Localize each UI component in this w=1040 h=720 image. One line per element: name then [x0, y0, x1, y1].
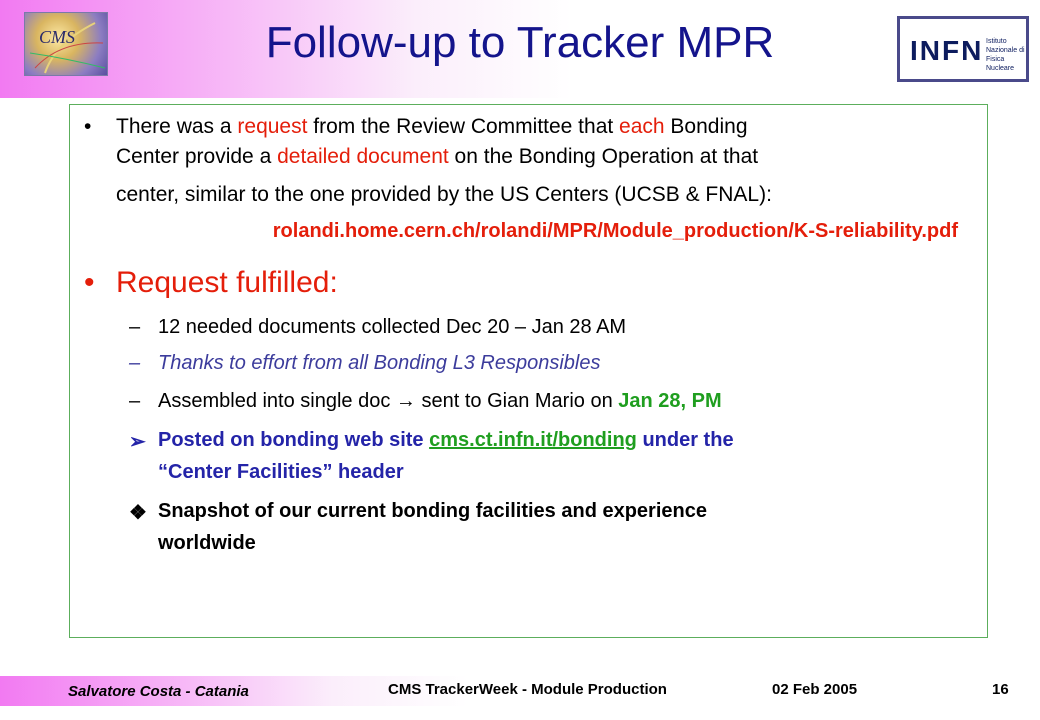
date-highlight: Jan 28, PM: [618, 390, 722, 412]
subitem-text: [158, 429, 734, 452]
diamond-bullet-icon: ❖: [129, 502, 147, 524]
bullet-request-line-2: [116, 145, 758, 169]
bonding-site-link[interactable]: cms.ct.infn.it/bonding: [429, 429, 637, 451]
subitem-text: Thanks to effort from all Bonding L3 Responsibles: [158, 352, 601, 374]
slide-title: Follow-up to Tracker MPR: [265, 18, 775, 67]
dash-marker: –: [129, 352, 141, 374]
reliability-pdf-link[interactable]: rolandi.home.cern.ch/rolandi/MPR/Module_production/K-S-reliability.pdf: [272, 220, 958, 242]
subitem-text-line-2: worldwide: [158, 532, 256, 554]
subitem-text-line-2: “Center Facilities” header: [158, 461, 404, 483]
highlight-request: request: [237, 115, 308, 138]
text-segment: There was a: [116, 115, 238, 138]
bullet-marker: •: [84, 266, 95, 299]
dash-marker: –: [129, 316, 141, 338]
arrow-right-icon: →: [395, 390, 416, 412]
footer-event: CMS TrackerWeek - Module Production: [388, 681, 667, 698]
request-fulfilled-heading: Request fulfilled:: [116, 266, 338, 299]
bullet-marker: •: [84, 115, 92, 138]
dash-marker: –: [129, 390, 141, 412]
text-segment: sent to Gian Mario on: [415, 390, 619, 412]
text-segment: under the: [636, 429, 734, 451]
text-segment: Posted on bonding web site: [158, 429, 430, 451]
page-number: 16: [992, 681, 1009, 698]
text-segment: from the Review Committee that: [307, 115, 620, 138]
text-segment: Bonding: [664, 115, 748, 138]
footer-date: 02 Feb 2005: [772, 681, 858, 698]
subitem-text: 12 needed documents collected Dec 20 – Jan 28 AM: [158, 316, 627, 338]
infn-logo: [897, 16, 1029, 82]
arrowhead-bullet-icon: ➢: [129, 431, 146, 453]
highlight-each: each: [619, 115, 665, 138]
text-segment: Center provide a: [116, 145, 278, 168]
bullet-request-line-3: center, similar to the one provided by the US Centers (UCSB & FNAL):: [116, 183, 772, 206]
text-segment: on the Bonding Operation at that: [448, 145, 759, 168]
bullet-request-line-1: [116, 115, 748, 139]
subitem-text: Snapshot of our current bonding facilities and experience: [158, 500, 707, 522]
subitem-text: [158, 390, 722, 413]
cms-logo-text: CMS: [39, 27, 75, 47]
highlight-detailed-document: detailed document: [277, 145, 449, 168]
footer-author: Salvatore Costa - Catania: [68, 683, 249, 700]
text-segment: Assembled into single doc: [158, 390, 396, 412]
infn-logo-subtitle: Istituto Nazionale di Fisica Nucleare: [986, 38, 1025, 72]
infn-logo-text: INFN: [910, 35, 984, 66]
